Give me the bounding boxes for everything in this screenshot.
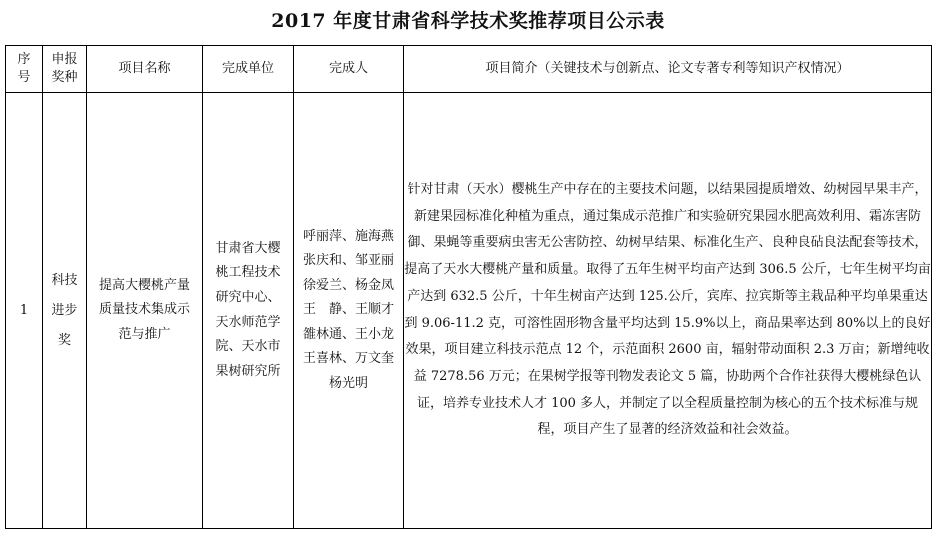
header-seq: 序 号: [6, 46, 43, 93]
cell-project-name: 提高大樱桃产量 质量技术集成示 范与推广: [87, 93, 203, 529]
header-award-type: 申报 奖种: [43, 46, 87, 93]
cell-seq: 1: [6, 93, 43, 529]
header-unit: 完成单位: [203, 46, 294, 93]
header-project-name: 项目名称: [87, 46, 203, 93]
table-row: [6, 93, 932, 529]
cell-intro: 针对甘肃（天水）樱桃生产中存在的主要技术问题，以结果园提质增效、幼树园早果丰产，新建果园标准化种植为重点，通过集成示范推广和实验研究果园水肥高效利用、霜冻害防御、果蝇等重要病虫害无公害防控、幼树早结果、标准化生产、良种良砧良法配套等技术，提高了天水大樱桃产量和质量。取得了五年生树平均亩产达到 306.5 公斤，七年生树平均亩产达到 632.5 公斤，十年生树亩产达到 125.公斤，宾库、拉宾斯等主栽品种平均单果重达到 9.06-11.2 克，可溶性固形物含量平均达到 15.9%以上，商品果率达到 80%以上的良好效果，项目建立科技示范点 12 个，示范面积 2600 亩，辐射带动面积 2.3 万亩；新增纯收益 7278.56 万元；在果树学报等刊物发表论文 5 篇，协助两个合作社获得大樱桃绿色认证，培养专业技术人才 100 多人，并制定了以全程质量控制为核心的五个技术标准与规程，项目产生了显著的经济效益和社会效益。: [404, 93, 932, 529]
publicity-table: [5, 45, 932, 529]
header-intro: 项目简介（关键技术与创新点、论文专著专利等知识产权情况）: [404, 46, 932, 93]
cell-unit: 甘肃省大樱 桃工程技术 研究中心、 天水师范学 院、天水市 果树研究所: [203, 93, 294, 529]
cell-award-type: 科技 进步 奖: [43, 93, 87, 529]
header-people: 完成人: [294, 46, 404, 93]
page-title: 2017 年度甘肃省科学技术奖推荐项目公示表: [271, 10, 665, 32]
cell-people: 呼丽萍、施海燕 张庆和、邹亚丽 徐爱兰、杨金凤 王 静、王顺才 雒林通、王小龙 王喜林、万文奎 杨光明: [294, 93, 404, 529]
table-header-row: [6, 46, 932, 93]
